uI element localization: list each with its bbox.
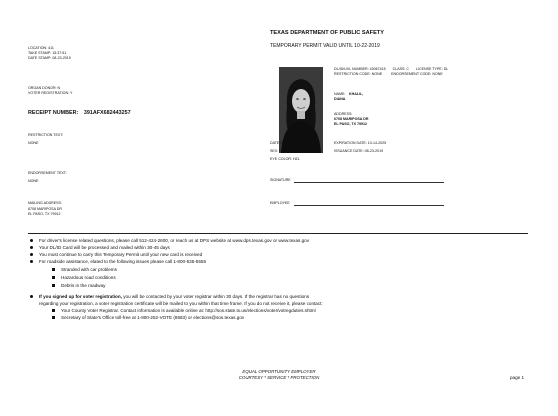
- page-number: page 1: [510, 375, 525, 380]
- bullet-carry-permit: You must continue to carry this Temporary Permit until your new card is received: [30, 252, 202, 257]
- location: LOCATION: 411: [28, 46, 54, 50]
- sub-bullet-county-registrar: Your County Voter Registrar. Contact information is available online at: http://sos.state.tx.us/elections/voter/votregduties.shtml: [52, 308, 316, 313]
- restriction-code: RESTRICTION CODE: NONE: [334, 72, 383, 76]
- sub-bullet-secretary-of-state: Secretary of State's Office toll-free at 1-800-252-VOTE (8683) or elections@sos.texas.gov: [52, 315, 244, 320]
- sub-bullet-stranded: Stranded with car problems: [52, 267, 117, 272]
- signature-label: SIGNATURE: [270, 178, 291, 182]
- footer-eoe: EQUAL OPPORTUNITY EMPLOYER: [242, 369, 316, 374]
- mailing-address-line1: 6708 MARIPOSA DR: [28, 207, 62, 211]
- endorsement-text-value: NONE: [28, 179, 39, 183]
- endorsement-code: ENDORSEMENT CODE: NONE: [391, 72, 443, 76]
- eye-color: EYE COLOR: HZL: [270, 157, 300, 161]
- height: HEIGHT: 5'-03": [288, 149, 313, 153]
- name-last: KHALIL,: [349, 92, 364, 96]
- bullet-icon: [30, 295, 33, 298]
- organ-donor: ORGAN DONOR: N: [28, 86, 61, 90]
- address-line1: 6708 MARIPOSA DR: [334, 117, 369, 121]
- take-stamp: TAKE STAMP: 15:37:51: [28, 51, 67, 55]
- sex: SEX: F: [270, 149, 282, 153]
- employee-line: [294, 205, 444, 206]
- codes-row: [334, 72, 443, 77]
- bullet-icon: [30, 246, 33, 249]
- square-bullet-icon: [52, 276, 55, 279]
- bullet-dl-questions: For driver's license related questions, please call 512-424-2600, or reach us at DPS website at www.dps.texas.gov or www.texas.gov: [30, 238, 309, 243]
- signature-line: [294, 182, 444, 183]
- name-label: NAME:: [334, 92, 346, 96]
- bullet-card-processing: Your DL/ID Card will be processed and mailed within 30-45 days: [30, 245, 170, 250]
- sub-bullet-debris: Debris in the roadway: [52, 283, 105, 288]
- endorsement-text-label: ENDORSEMENT TEXT:: [28, 171, 67, 175]
- address-label: ADDRESS:: [334, 112, 353, 116]
- receipt-label: RECEIPT NUMBER:: [28, 110, 79, 116]
- voter-registration: VOTER REGISTRATION: Y: [28, 91, 73, 95]
- license-type: LICENSE TYPE: DL: [416, 67, 449, 71]
- sex-height-row: [270, 149, 313, 154]
- square-bullet-icon: [52, 316, 55, 319]
- mailing-address-label: MAILING ADDRESS:: [28, 201, 62, 205]
- bullet-roadside: For roadside assistance, elated to the following issues please call 1-800-535-5555: [30, 259, 206, 264]
- voter-registration-line2: regarding your registration, a voter registration certificate will be mailed to you within that time frame. If you do not receive it, please contact:: [39, 301, 323, 306]
- expiration-date: EXPIRATION DATE: 10-14-2025: [334, 141, 387, 145]
- permit-title: TEMPORARY PERMIT VALID UNTIL 10-22-2019: [270, 43, 380, 49]
- sub-bullet-hazardous: Hazardous road conditions: [52, 275, 116, 280]
- dl-number-row: [334, 67, 448, 72]
- footer-motto: COURTESY * SERVICE * PROTECTION: [238, 375, 320, 380]
- section-divider: [28, 233, 528, 234]
- restriction-text-value: NONE: [28, 141, 39, 145]
- agency-title: TEXAS DEPARTMENT OF PUBLIC SAFETY: [270, 30, 384, 36]
- bullet-icon: [30, 239, 33, 242]
- license-class: CLASS: C: [392, 67, 409, 71]
- square-bullet-icon: [52, 268, 55, 271]
- date-stamp: DATE STAMP: 08-23-2019: [28, 56, 71, 60]
- restriction-text-label: RESTRICTION TEXT:: [28, 133, 64, 137]
- bullet-voter-registration: If you signed up for voter registration, you will be contacted by your voter registrar within 30 days. If the registrar has no questions: [30, 294, 309, 299]
- receipt-number: 391AFX682443257: [83, 110, 131, 116]
- square-bullet-icon: [52, 309, 55, 312]
- bullet-icon: [30, 260, 33, 263]
- date-of-birth: DATE OF BIRTH: 10-14-1998: [270, 141, 318, 145]
- employee-label: EMPLOYEE: [270, 201, 290, 205]
- receipt-number-row: [28, 110, 131, 116]
- bullet-icon: [30, 253, 33, 256]
- dl-number: DL/ID/UVL NUMBER: 43067415: [334, 67, 386, 71]
- name-first: DIANA: [334, 97, 346, 101]
- address-line2: EL PASO, TX 79912: [334, 122, 368, 126]
- mailing-address-line2: EL PASO, TX 79912: [28, 212, 61, 216]
- square-bullet-icon: [52, 284, 55, 287]
- issuance-date: ISSUANCE DATE: 08-23-2019: [334, 149, 384, 153]
